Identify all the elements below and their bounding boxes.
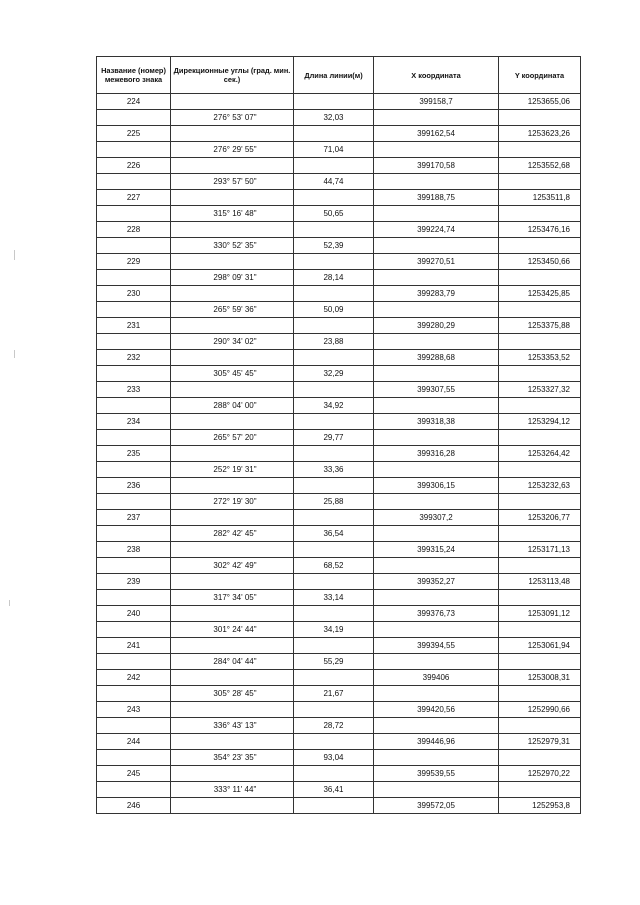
- empty-cell: [294, 638, 374, 654]
- segment-row: [97, 430, 581, 446]
- y-coordinate: 1252990,66: [499, 702, 581, 718]
- empty-cell: [374, 590, 499, 606]
- point-row: [97, 318, 581, 334]
- empty-cell: [97, 174, 171, 190]
- empty-cell: [294, 254, 374, 270]
- point-row: [97, 798, 581, 814]
- header-x: X координата: [374, 57, 499, 94]
- empty-cell: [294, 798, 374, 814]
- empty-cell: [294, 382, 374, 398]
- y-coordinate: 1253206,77: [499, 510, 581, 526]
- empty-cell: [171, 702, 294, 718]
- point-row: [97, 126, 581, 142]
- empty-cell: [97, 270, 171, 286]
- direction-angle: 305° 45' 45": [171, 366, 294, 382]
- empty-cell: [374, 686, 499, 702]
- empty-cell: [499, 718, 581, 734]
- empty-cell: [294, 510, 374, 526]
- table-header-row: [97, 57, 581, 94]
- scan-artifact: [9, 600, 10, 606]
- point-name: 244: [97, 734, 171, 750]
- direction-angle: 315° 16' 48": [171, 206, 294, 222]
- empty-cell: [97, 462, 171, 478]
- line-length: 55,29: [294, 654, 374, 670]
- y-coordinate: 1253327,32: [499, 382, 581, 398]
- point-name: 227: [97, 190, 171, 206]
- direction-angle: 298° 09' 31": [171, 270, 294, 286]
- y-coordinate: 1253264,42: [499, 446, 581, 462]
- point-name: 233: [97, 382, 171, 398]
- y-coordinate: 1253425,85: [499, 286, 581, 302]
- point-name: 229: [97, 254, 171, 270]
- empty-cell: [294, 350, 374, 366]
- empty-cell: [499, 686, 581, 702]
- point-name: 241: [97, 638, 171, 654]
- empty-cell: [499, 174, 581, 190]
- segment-row: [97, 334, 581, 350]
- segment-row: [97, 718, 581, 734]
- point-name: 228: [97, 222, 171, 238]
- x-coordinate: 399539,55: [374, 766, 499, 782]
- point-row: [97, 414, 581, 430]
- x-coordinate: 399288,68: [374, 350, 499, 366]
- segment-row: [97, 238, 581, 254]
- point-row: [97, 670, 581, 686]
- segment-row: [97, 270, 581, 286]
- empty-cell: [171, 222, 294, 238]
- point-row: [97, 542, 581, 558]
- line-length: 93,04: [294, 750, 374, 766]
- y-coordinate: 1253623,26: [499, 126, 581, 142]
- segment-row: [97, 526, 581, 542]
- empty-cell: [374, 142, 499, 158]
- empty-cell: [171, 350, 294, 366]
- point-row: [97, 478, 581, 494]
- empty-cell: [499, 302, 581, 318]
- empty-cell: [294, 702, 374, 718]
- empty-cell: [97, 110, 171, 126]
- point-row: [97, 158, 581, 174]
- empty-cell: [294, 286, 374, 302]
- empty-cell: [374, 526, 499, 542]
- point-name: 237: [97, 510, 171, 526]
- boundary-coordinates-table: [96, 56, 581, 814]
- line-length: 29,77: [294, 430, 374, 446]
- point-row: [97, 638, 581, 654]
- empty-cell: [294, 446, 374, 462]
- x-coordinate: 399170,58: [374, 158, 499, 174]
- direction-angle: 354° 23' 35": [171, 750, 294, 766]
- point-name: 230: [97, 286, 171, 302]
- line-length: 36,41: [294, 782, 374, 798]
- empty-cell: [374, 270, 499, 286]
- direction-angle: 276° 29' 55": [171, 142, 294, 158]
- point-name: 236: [97, 478, 171, 494]
- empty-cell: [97, 590, 171, 606]
- line-length: 71,04: [294, 142, 374, 158]
- empty-cell: [294, 574, 374, 590]
- direction-angle: 290° 34' 02": [171, 334, 294, 350]
- point-row: [97, 286, 581, 302]
- point-row: [97, 510, 581, 526]
- empty-cell: [97, 526, 171, 542]
- empty-cell: [374, 462, 499, 478]
- empty-cell: [294, 318, 374, 334]
- segment-row: [97, 750, 581, 766]
- y-coordinate: 1253113,48: [499, 574, 581, 590]
- point-name: 235: [97, 446, 171, 462]
- table-body: [97, 94, 581, 814]
- point-name: 225: [97, 126, 171, 142]
- empty-cell: [171, 542, 294, 558]
- header-length: Длина линии(м): [294, 57, 374, 94]
- segment-row: [97, 782, 581, 798]
- x-coordinate: 399280,29: [374, 318, 499, 334]
- empty-cell: [499, 526, 581, 542]
- point-row: [97, 190, 581, 206]
- y-coordinate: 1253655,06: [499, 94, 581, 110]
- y-coordinate: 1253450,66: [499, 254, 581, 270]
- header-y: Y координата: [499, 57, 581, 94]
- empty-cell: [97, 558, 171, 574]
- empty-cell: [499, 334, 581, 350]
- empty-cell: [294, 414, 374, 430]
- point-row: [97, 382, 581, 398]
- empty-cell: [499, 494, 581, 510]
- line-length: 34,92: [294, 398, 374, 414]
- x-coordinate: 399446,96: [374, 734, 499, 750]
- segment-row: [97, 590, 581, 606]
- point-name: 240: [97, 606, 171, 622]
- empty-cell: [171, 734, 294, 750]
- line-length: 36,54: [294, 526, 374, 542]
- empty-cell: [171, 382, 294, 398]
- y-coordinate: 1253091,12: [499, 606, 581, 622]
- empty-cell: [294, 734, 374, 750]
- segment-row: [97, 462, 581, 478]
- empty-cell: [499, 142, 581, 158]
- y-coordinate: 1253375,88: [499, 318, 581, 334]
- y-coordinate: 1253476,16: [499, 222, 581, 238]
- direction-angle: 282° 42' 45": [171, 526, 294, 542]
- empty-cell: [294, 94, 374, 110]
- y-coordinate: 1253511,8: [499, 190, 581, 206]
- empty-cell: [97, 686, 171, 702]
- empty-cell: [171, 286, 294, 302]
- segment-row: [97, 174, 581, 190]
- segment-row: [97, 494, 581, 510]
- x-coordinate: 399224,74: [374, 222, 499, 238]
- direction-angle: 330° 52' 35": [171, 238, 294, 254]
- scan-artifact: [14, 250, 15, 260]
- x-coordinate: 399307,2: [374, 510, 499, 526]
- y-coordinate: 1252953,8: [499, 798, 581, 814]
- empty-cell: [499, 622, 581, 638]
- empty-cell: [294, 670, 374, 686]
- empty-cell: [97, 366, 171, 382]
- y-coordinate: 1252979,31: [499, 734, 581, 750]
- x-coordinate: 399376,73: [374, 606, 499, 622]
- empty-cell: [97, 142, 171, 158]
- y-coordinate: 1253353,52: [499, 350, 581, 366]
- empty-cell: [294, 190, 374, 206]
- segment-row: [97, 558, 581, 574]
- x-coordinate: 399394,55: [374, 638, 499, 654]
- direction-angle: 293° 57' 50": [171, 174, 294, 190]
- point-row: [97, 606, 581, 622]
- empty-cell: [374, 110, 499, 126]
- empty-cell: [171, 446, 294, 462]
- empty-cell: [97, 750, 171, 766]
- empty-cell: [374, 334, 499, 350]
- empty-cell: [97, 782, 171, 798]
- empty-cell: [97, 238, 171, 254]
- empty-cell: [294, 766, 374, 782]
- point-row: [97, 734, 581, 750]
- direction-angle: 276° 53' 07": [171, 110, 294, 126]
- line-length: 32,29: [294, 366, 374, 382]
- point-name: 234: [97, 414, 171, 430]
- point-row: [97, 702, 581, 718]
- point-name: 243: [97, 702, 171, 718]
- empty-cell: [171, 190, 294, 206]
- empty-cell: [171, 126, 294, 142]
- line-length: 33,14: [294, 590, 374, 606]
- empty-cell: [171, 766, 294, 782]
- point-name: 232: [97, 350, 171, 366]
- line-length: 28,14: [294, 270, 374, 286]
- empty-cell: [171, 574, 294, 590]
- direction-angle: 336° 43' 13": [171, 718, 294, 734]
- header-angle: Дирекционные углы (град. мин. сек.): [171, 57, 294, 94]
- empty-cell: [499, 782, 581, 798]
- point-name: 238: [97, 542, 171, 558]
- empty-cell: [294, 478, 374, 494]
- empty-cell: [171, 254, 294, 270]
- point-row: [97, 222, 581, 238]
- segment-row: [97, 622, 581, 638]
- direction-angle: 284° 04' 44": [171, 654, 294, 670]
- line-length: 68,52: [294, 558, 374, 574]
- x-coordinate: 399188,75: [374, 190, 499, 206]
- segment-row: [97, 110, 581, 126]
- empty-cell: [374, 654, 499, 670]
- point-row: [97, 766, 581, 782]
- x-coordinate: 399283,79: [374, 286, 499, 302]
- empty-cell: [499, 206, 581, 222]
- empty-cell: [171, 638, 294, 654]
- empty-cell: [294, 126, 374, 142]
- empty-cell: [171, 798, 294, 814]
- direction-angle: 305° 28' 45": [171, 686, 294, 702]
- y-coordinate: 1253552,68: [499, 158, 581, 174]
- empty-cell: [374, 430, 499, 446]
- line-length: 50,09: [294, 302, 374, 318]
- x-coordinate: 399420,56: [374, 702, 499, 718]
- empty-cell: [97, 718, 171, 734]
- y-coordinate: 1253294,12: [499, 414, 581, 430]
- point-row: [97, 350, 581, 366]
- point-name: 224: [97, 94, 171, 110]
- y-coordinate: 1252970,22: [499, 766, 581, 782]
- line-length: 50,65: [294, 206, 374, 222]
- empty-cell: [374, 782, 499, 798]
- empty-cell: [171, 414, 294, 430]
- y-coordinate: 1253061,94: [499, 638, 581, 654]
- point-name: 242: [97, 670, 171, 686]
- segment-row: [97, 654, 581, 670]
- empty-cell: [171, 158, 294, 174]
- direction-angle: 288° 04' 00": [171, 398, 294, 414]
- empty-cell: [97, 206, 171, 222]
- line-length: 32,03: [294, 110, 374, 126]
- empty-cell: [374, 238, 499, 254]
- empty-cell: [499, 398, 581, 414]
- empty-cell: [171, 606, 294, 622]
- empty-cell: [374, 398, 499, 414]
- empty-cell: [499, 238, 581, 254]
- empty-cell: [499, 750, 581, 766]
- direction-angle: 302° 42' 49": [171, 558, 294, 574]
- direction-angle: 265° 57' 20": [171, 430, 294, 446]
- point-row: [97, 574, 581, 590]
- empty-cell: [499, 654, 581, 670]
- point-name: 226: [97, 158, 171, 174]
- segment-row: [97, 398, 581, 414]
- empty-cell: [374, 206, 499, 222]
- y-coordinate: 1253171,13: [499, 542, 581, 558]
- point-name: 245: [97, 766, 171, 782]
- x-coordinate: 399318,38: [374, 414, 499, 430]
- x-coordinate: 399307,55: [374, 382, 499, 398]
- line-length: 34,19: [294, 622, 374, 638]
- direction-angle: 272° 19' 30": [171, 494, 294, 510]
- header-name: Название (номер) межевого знака: [97, 57, 171, 94]
- empty-cell: [171, 478, 294, 494]
- empty-cell: [171, 318, 294, 334]
- empty-cell: [374, 718, 499, 734]
- point-name: 246: [97, 798, 171, 814]
- y-coordinate: 1253008,31: [499, 670, 581, 686]
- direction-angle: 265° 59' 36": [171, 302, 294, 318]
- line-length: 21,67: [294, 686, 374, 702]
- empty-cell: [374, 622, 499, 638]
- empty-cell: [97, 334, 171, 350]
- segment-row: [97, 366, 581, 382]
- x-coordinate: 399316,28: [374, 446, 499, 462]
- point-row: [97, 254, 581, 270]
- line-length: 52,39: [294, 238, 374, 254]
- line-length: 23,88: [294, 334, 374, 350]
- empty-cell: [294, 158, 374, 174]
- point-name: 231: [97, 318, 171, 334]
- point-row: [97, 94, 581, 110]
- empty-cell: [499, 430, 581, 446]
- segment-row: [97, 686, 581, 702]
- empty-cell: [97, 622, 171, 638]
- line-length: 28,72: [294, 718, 374, 734]
- x-coordinate: 399306,15: [374, 478, 499, 494]
- x-coordinate: 399162,54: [374, 126, 499, 142]
- empty-cell: [499, 366, 581, 382]
- empty-cell: [374, 366, 499, 382]
- direction-angle: 317° 34' 05": [171, 590, 294, 606]
- empty-cell: [374, 494, 499, 510]
- empty-cell: [294, 542, 374, 558]
- point-row: [97, 446, 581, 462]
- empty-cell: [499, 590, 581, 606]
- x-coordinate: 399158,7: [374, 94, 499, 110]
- empty-cell: [294, 606, 374, 622]
- empty-cell: [97, 494, 171, 510]
- empty-cell: [97, 430, 171, 446]
- empty-cell: [374, 750, 499, 766]
- empty-cell: [171, 510, 294, 526]
- direction-angle: 333° 11' 44": [171, 782, 294, 798]
- empty-cell: [374, 302, 499, 318]
- x-coordinate: 399270,51: [374, 254, 499, 270]
- point-name: 239: [97, 574, 171, 590]
- empty-cell: [97, 654, 171, 670]
- scan-artifact: [14, 350, 15, 358]
- empty-cell: [171, 670, 294, 686]
- x-coordinate: 399352,27: [374, 574, 499, 590]
- direction-angle: 252° 19' 31": [171, 462, 294, 478]
- x-coordinate: 399572,05: [374, 798, 499, 814]
- segment-row: [97, 206, 581, 222]
- line-length: 25,88: [294, 494, 374, 510]
- empty-cell: [97, 302, 171, 318]
- direction-angle: 301° 24' 44": [171, 622, 294, 638]
- x-coordinate: 399315,24: [374, 542, 499, 558]
- segment-row: [97, 302, 581, 318]
- empty-cell: [171, 94, 294, 110]
- empty-cell: [374, 558, 499, 574]
- empty-cell: [294, 222, 374, 238]
- line-length: 44,74: [294, 174, 374, 190]
- empty-cell: [499, 110, 581, 126]
- empty-cell: [499, 558, 581, 574]
- x-coordinate: 399406: [374, 670, 499, 686]
- empty-cell: [97, 398, 171, 414]
- empty-cell: [499, 462, 581, 478]
- empty-cell: [499, 270, 581, 286]
- y-coordinate: 1253232,63: [499, 478, 581, 494]
- segment-row: [97, 142, 581, 158]
- line-length: 33,36: [294, 462, 374, 478]
- empty-cell: [374, 174, 499, 190]
